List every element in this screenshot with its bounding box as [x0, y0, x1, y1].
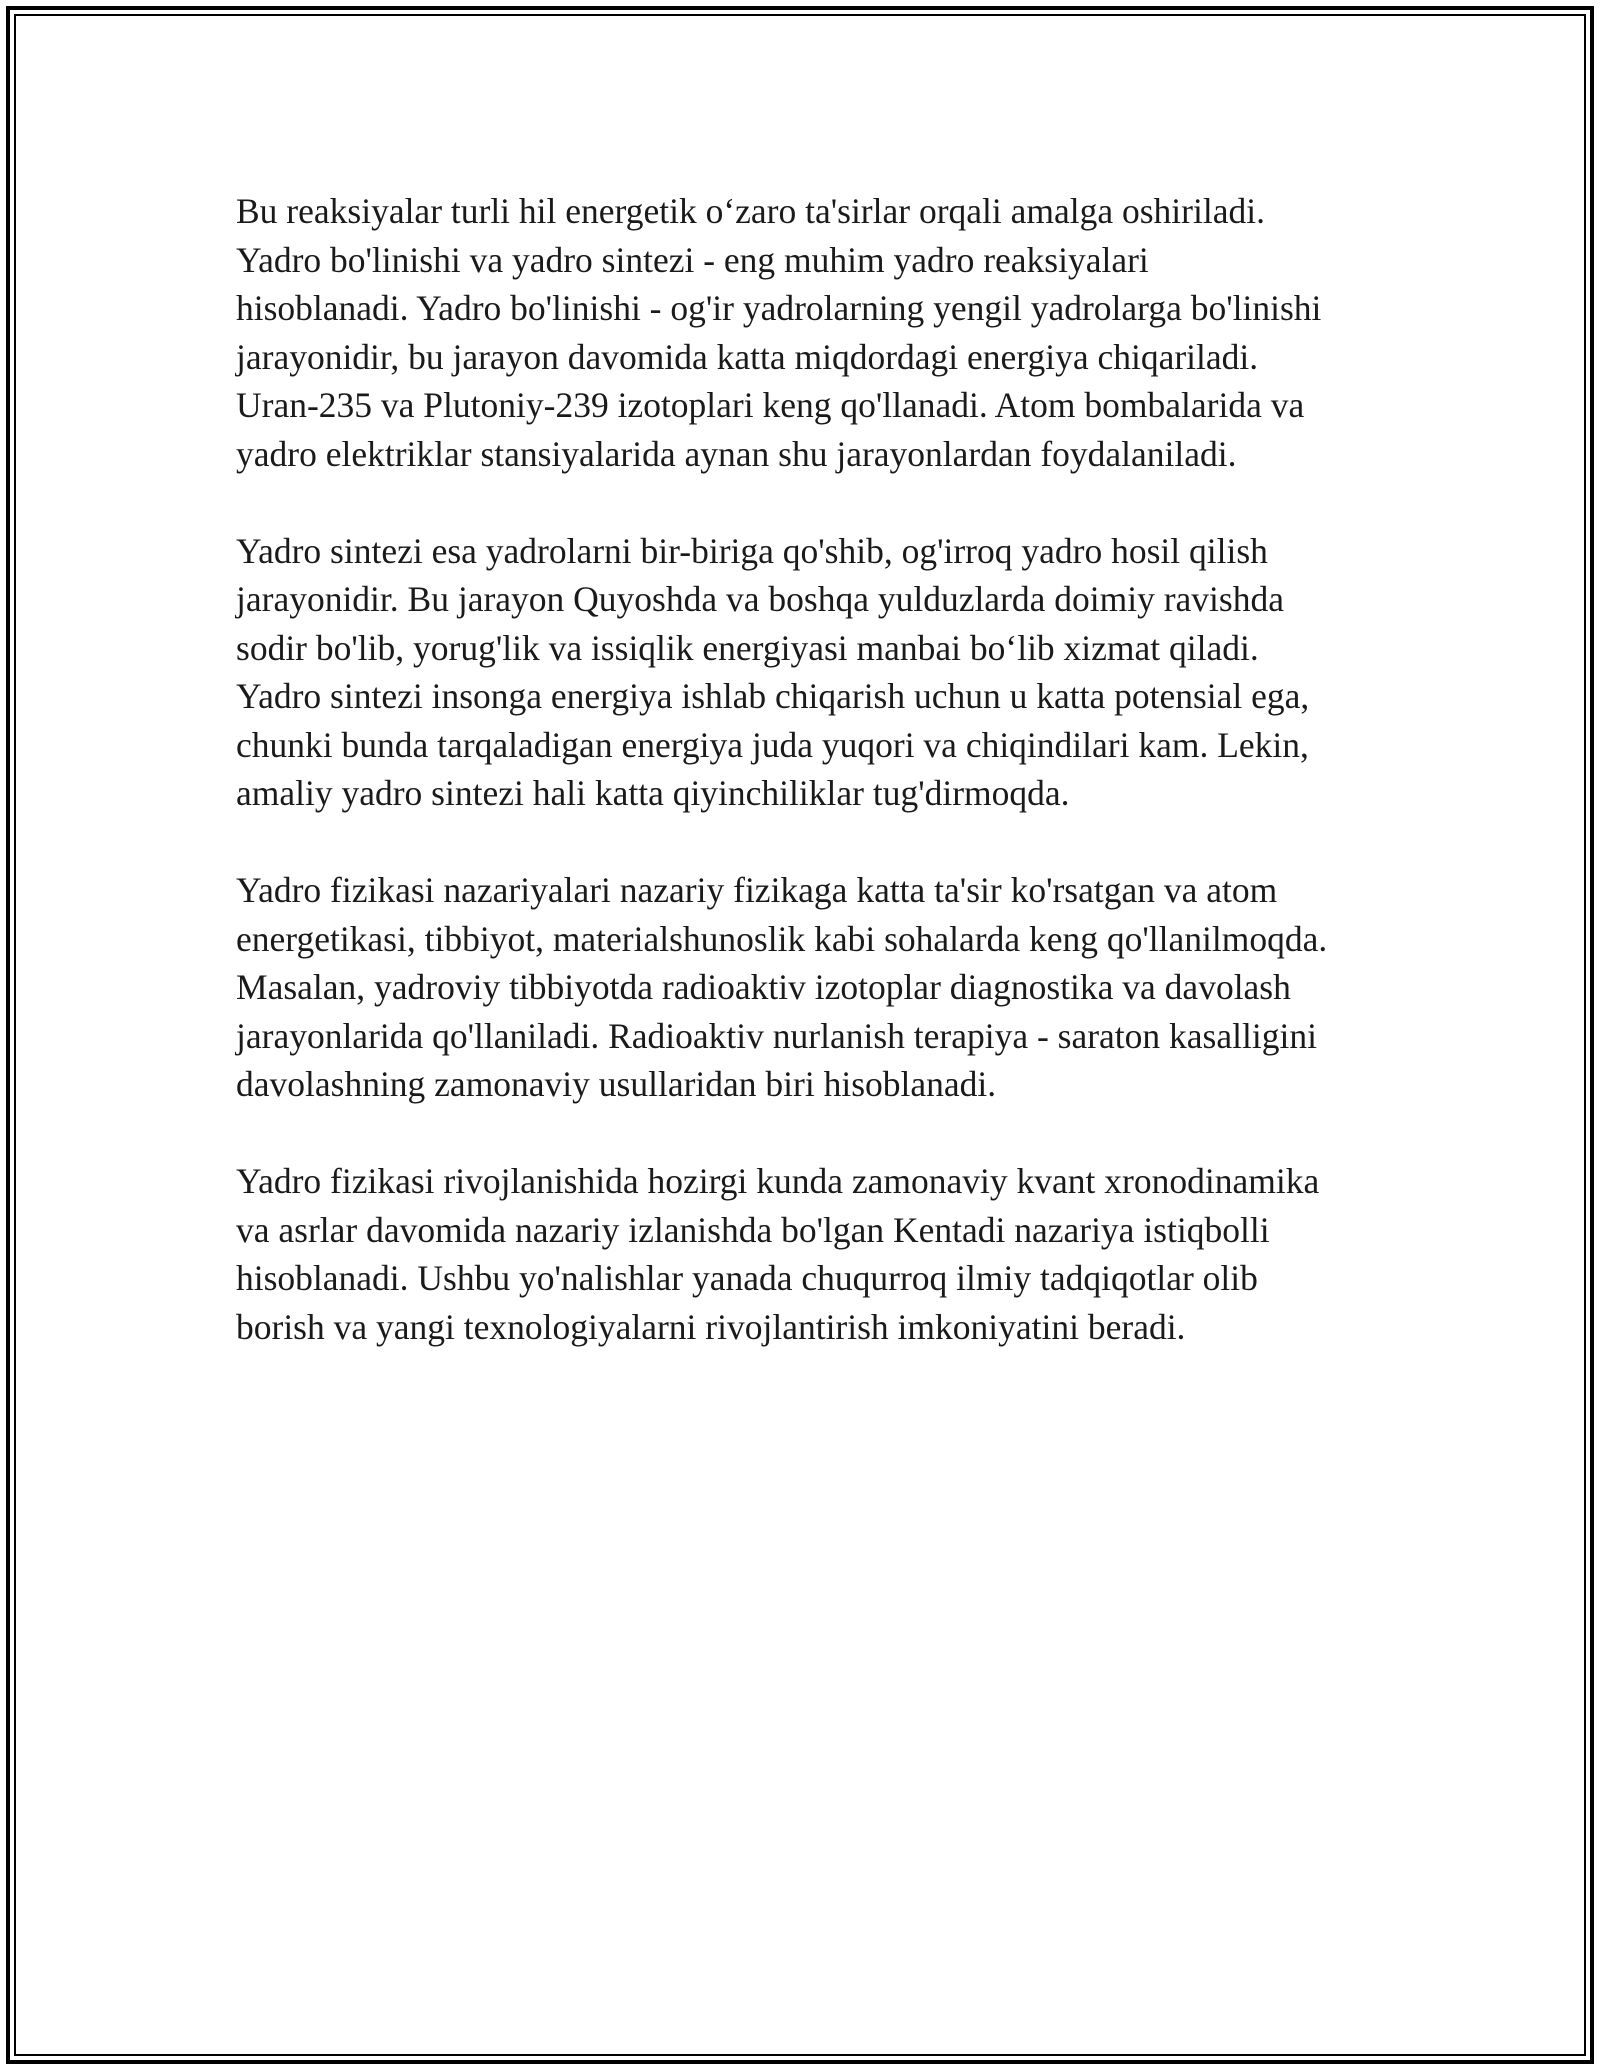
paragraph-applications [236, 866, 1386, 1109]
text-line: jarayonidir, bu jarayon davomida katta miqdordagi energiya chiqariladi. [236, 336, 1259, 377]
text-line: Yadro fizikasi nazariyalari nazariy fizikaga katta ta'sir ko'rsatgan va atom [236, 870, 1278, 910]
text-line: sodir bo'lib, yorug'lik va issiqlik energiyasi manbai bo‘lib xizmat qiladi. [236, 627, 1259, 668]
text-line: Bu reaksiyalar turli hil energetik o‘zaro ta'sirlar orqali amalga oshiriladi. [236, 191, 1265, 231]
text-line: davolashning zamonaviy usullaridan biri hisoblanadi. [236, 1064, 997, 1104]
paragraph-nuclear-fusion [236, 527, 1386, 818]
text-line: va asrlar davomida nazariy izlanishda bo'lgan Kentadi nazariya istiqbolli [236, 1209, 1270, 1250]
text-line: borish va yangi texnologiyalarni rivojlantirish imkoniyatini beradi. [236, 1306, 1186, 1347]
text-line: yadro elektriklar stansiyalarida aynan shu jarayonlardan foydalaniladi. [236, 433, 1237, 474]
document-body [236, 187, 1386, 1400]
text-line: amaliy yadro sintezi hali katta qiyinchiliklar tug'dirmoqda. [236, 773, 1070, 813]
paragraph-nuclear-fission [236, 187, 1386, 478]
text-line: hisoblanadi. Yadro bo'linishi - og'ir yadrolarning yengil yadrolarga bo'linishi [236, 288, 1322, 328]
text-line: Yadro sintezi esa yadrolarni bir-biriga qo'shib, og'irroq yadro hosil qilish [236, 530, 1268, 571]
text-line: energetikasi, tibbiyot, materialshunoslik kabi sohalarda keng qo'llanilmoqda. [236, 918, 1328, 959]
text-line: Uran-235 va Plutoniy-239 izotoplari keng qo'llanadi. Atom bombalarida va [236, 385, 1305, 425]
text-line: Masalan, yadroviy tibbiyotda radioaktiv izotoplar diagnostika va davolash [236, 967, 1291, 1007]
text-line: jarayonlarida qo'llaniladi. Radioaktiv nurlanish terapiya - saraton kasalligini [236, 1015, 1317, 1056]
text-line: chunki bunda tarqaladigan energiya juda yuqori va chiqindilari kam. Lekin, [236, 724, 1309, 765]
text-line: hisoblanadi. Ushbu yo'nalishlar yanada chuqurroq ilmiy tadqiqotlar olib [236, 1258, 1258, 1298]
paragraph-future-development [236, 1157, 1386, 1351]
text-line: Yadro bo'linishi va yadro sintezi - eng muhim yadro reaksiyalari [236, 239, 1149, 280]
text-line: jarayonidir. Bu jarayon Quyoshda va boshqa yulduzlarda doimiy ravishda [236, 579, 1284, 619]
text-line: Yadro sintezi insonga energiya ishlab chiqarish uchun u katta potensial ega, [236, 676, 1310, 716]
text-line: Yadro fizikasi rivojlanishida hozirgi kunda zamonaviy kvant xronodinamika [236, 1161, 1320, 1201]
